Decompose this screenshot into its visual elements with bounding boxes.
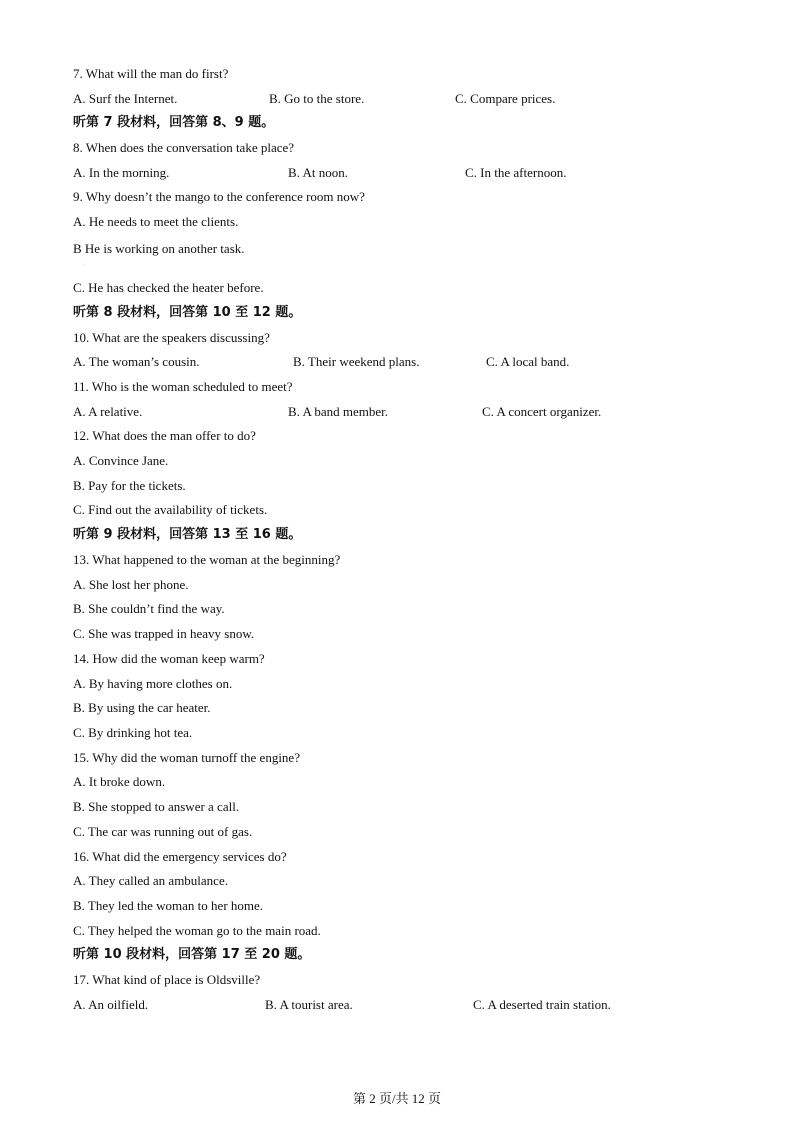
question-16-option-c: C. They helped the woman go to the main road. [73,923,321,938]
question-9-option-a: A. He needs to meet the clients. [73,214,239,229]
question-15-option-a: A. It broke down. [73,774,166,789]
question-13: 13. What happened to the woman at the beginning? [73,552,341,567]
question-10-option-b: B. Their weekend plans. [293,354,420,369]
question-15: 15. Why did the woman turnoff the engine? [73,750,300,765]
question-8-option-b: B. At noon. [288,165,348,180]
question-10-option-c: C. A local band. [486,354,570,369]
question-9: 9. Why doesn’t the mango to the conference room now? [73,189,365,204]
question-7: 7. What will the man do first? [73,66,229,81]
section-header-10: 听第 10 段材料，回答第 17 至 20 题。 [73,947,311,962]
question-9-option-c: C. He has checked the heater before. [73,280,264,295]
question-17: 17. What kind of place is Oldsville? [73,972,261,987]
page-number-footer: 第 2 页/共 12 页 [352,1091,442,1106]
question-16: 16. What did the emergency services do? [73,849,287,864]
section-header-9: 听第 9 段材料，回答第 13 至 16 题。 [73,527,302,542]
question-11: 11. Who is the woman scheduled to meet? [73,379,293,394]
stray-dot: · [83,262,85,268]
section-header-8: 听第 8 段材料，回答第 10 至 12 题。 [73,305,302,320]
question-15-option-b: B. She stopped to answer a call. [73,799,240,814]
question-10-option-a: A. The woman’s cousin. [73,354,200,369]
question-15-option-c: C. The car was running out of gas. [73,824,253,839]
question-8-option-a: A. In the morning. [73,165,170,180]
question-7-option-b: B. Go to the store. [269,91,365,106]
question-7-option-c: C. Compare prices. [455,91,556,106]
question-13-option-c: C. She was trapped in heavy snow. [73,626,255,641]
question-8-option-c: C. In the afternoon. [465,165,567,180]
question-16-option-a: A. They called an ambulance. [73,873,228,888]
question-17-option-b: B. A tourist area. [265,997,353,1012]
question-14-option-b: B. By using the car heater. [73,700,211,715]
question-14-option-a: A. By having more clothes on. [73,676,233,691]
question-11-option-c: C. A concert organizer. [482,404,602,419]
question-7-option-a: A. Surf the Internet. [73,91,178,106]
question-17-option-a: A. An oilfield. [73,997,149,1012]
question-12-option-c: C. Find out the availability of tickets. [73,502,268,517]
question-12-option-b: B. Pay for the tickets. [73,478,186,493]
question-12-option-a: A. Convince Jane. [73,453,169,468]
question-12: 12. What does the man offer to do? [73,428,256,443]
question-13-option-a: A. She lost her phone. [73,577,189,592]
question-14: 14. How did the woman keep warm? [73,651,265,666]
question-14-option-c: C. By drinking hot tea. [73,725,193,740]
question-11-option-b: B. A band member. [288,404,389,419]
question-17-option-c: C. A deserted train station. [473,997,611,1012]
question-11-option-a: A. A relative. [73,404,143,419]
question-8: 8. When does the conversation take place? [73,140,295,155]
question-10: 10. What are the speakers discussing? [73,330,270,345]
question-16-option-b: B. They led the woman to her home. [73,898,264,913]
question-9-option-b: B He is working on another task. [73,241,245,256]
question-13-option-b: B. She couldn’t find the way. [73,601,225,616]
section-header-7: 听第 7 段材料，回答第 8、9 题。 [73,115,275,130]
